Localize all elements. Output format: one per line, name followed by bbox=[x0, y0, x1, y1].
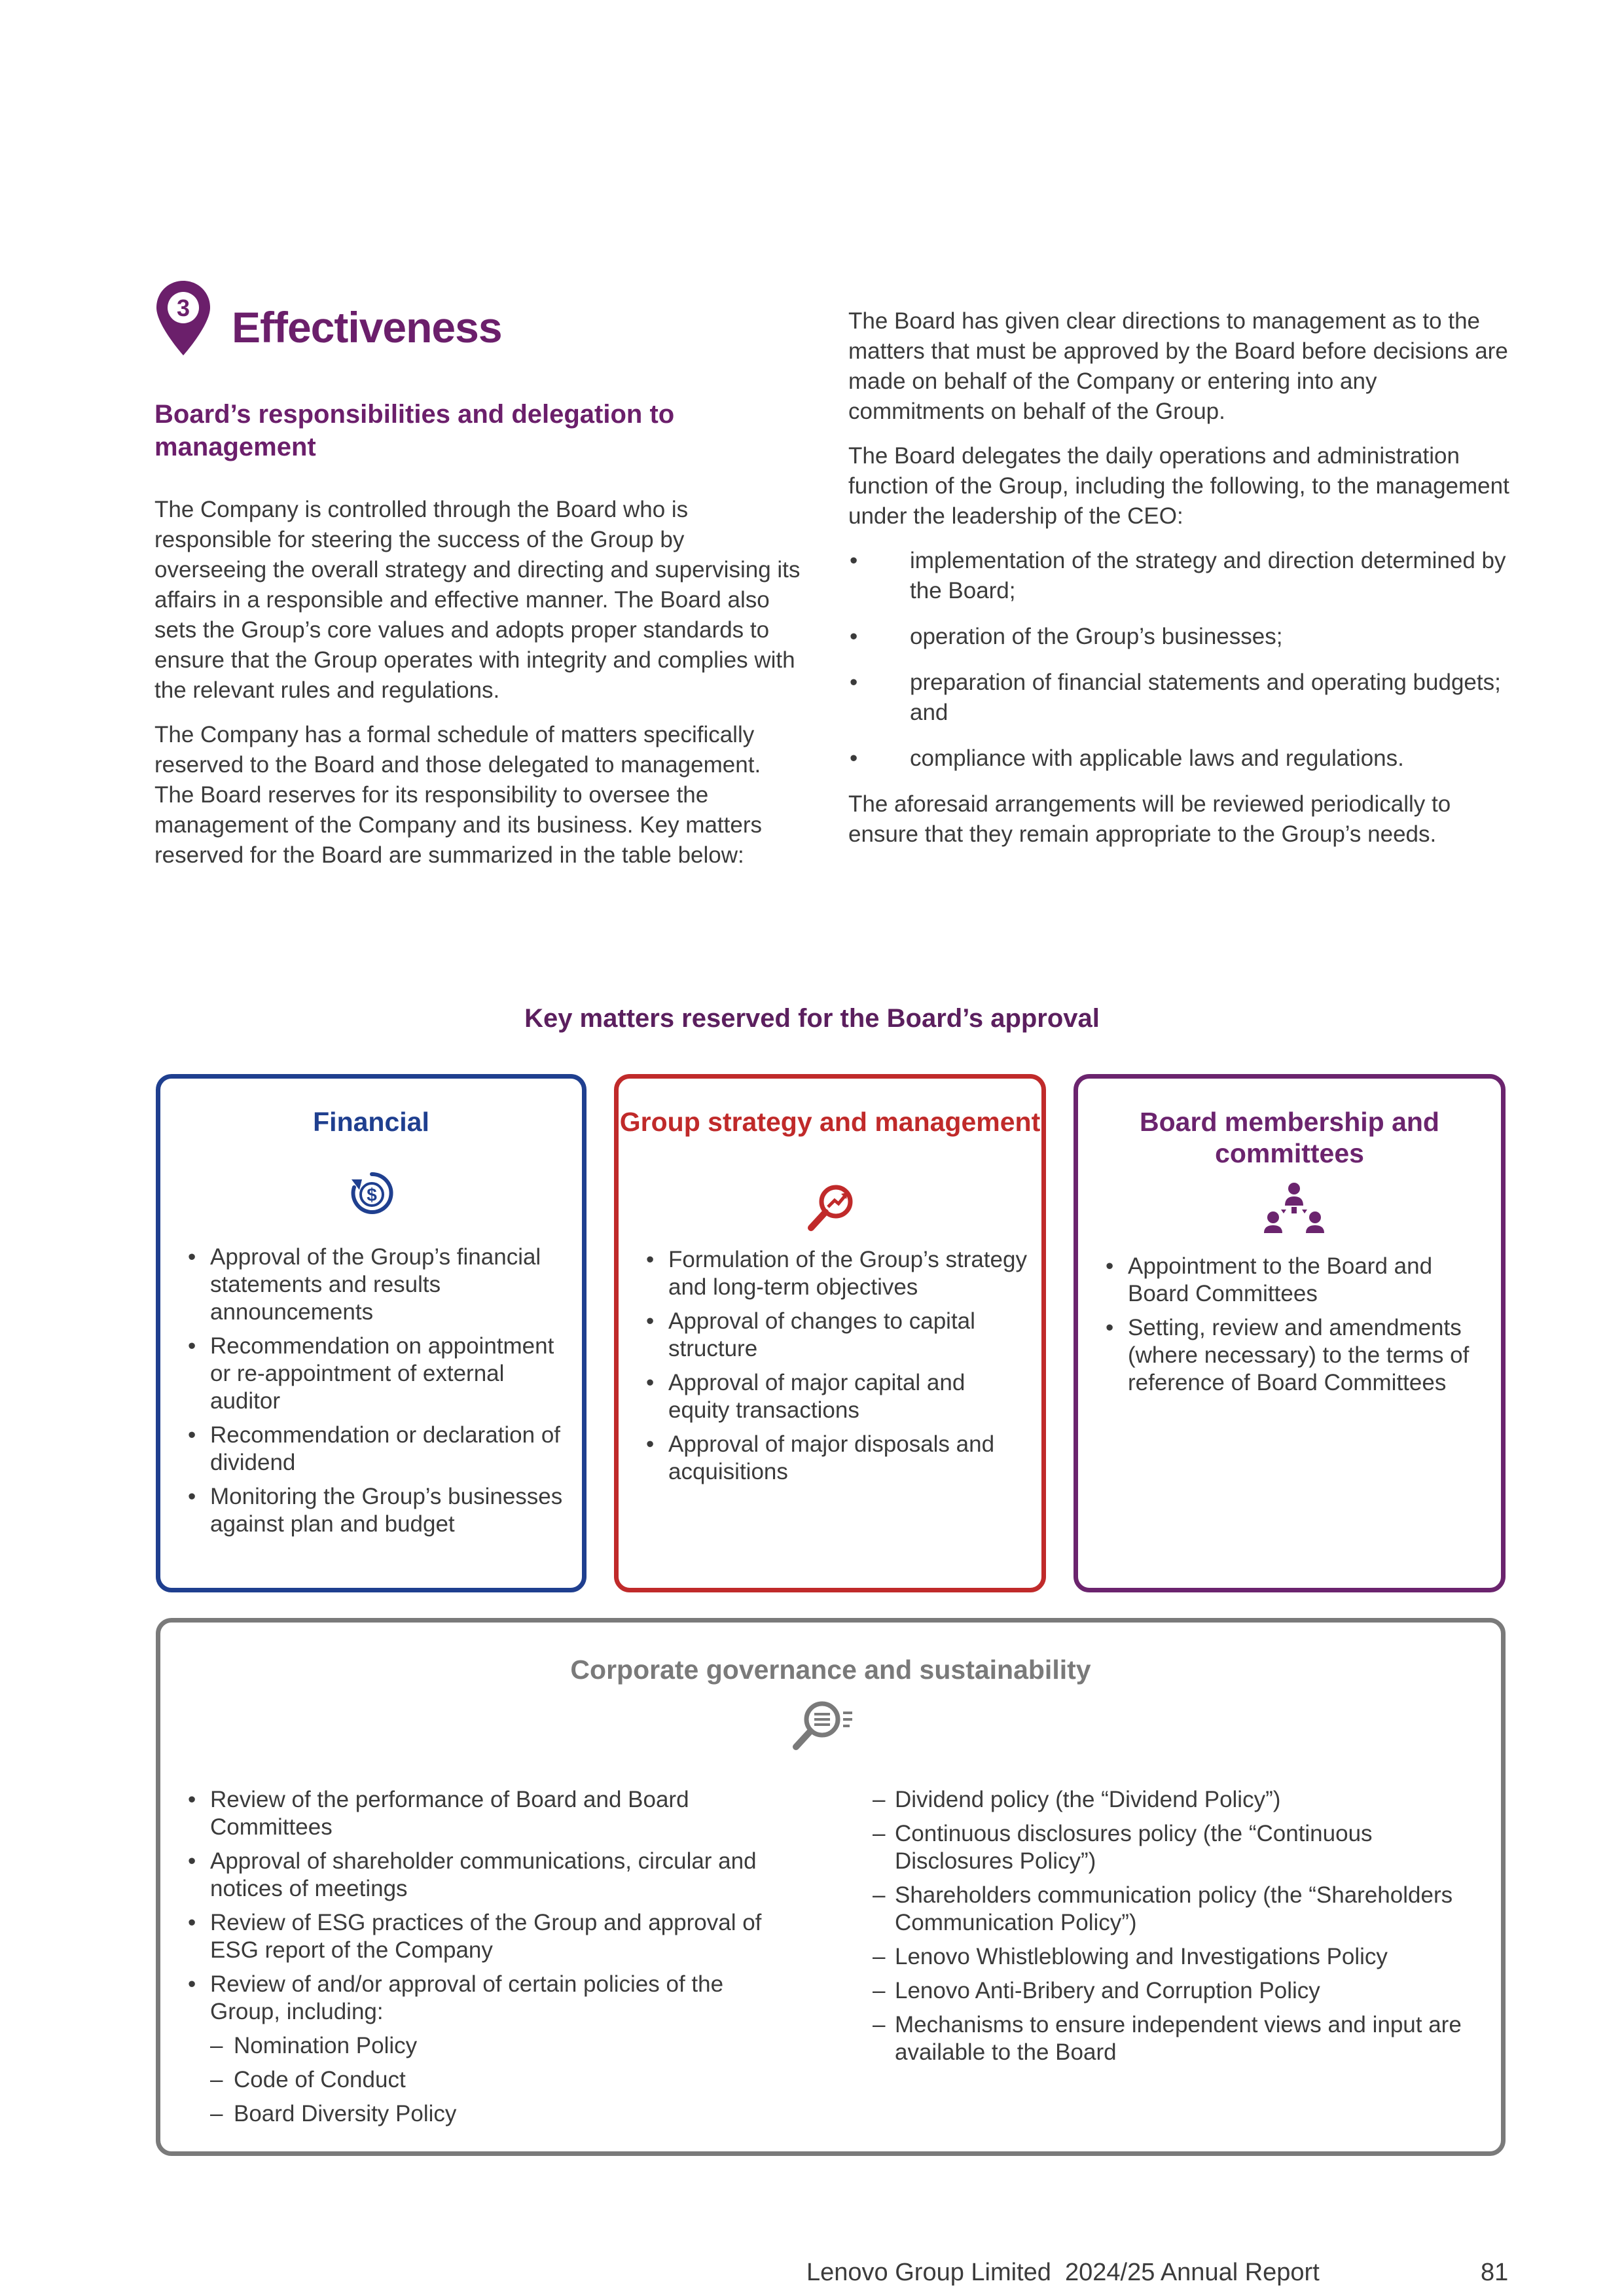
list-item: • operation of the Group’s businesses; bbox=[848, 622, 1509, 652]
governance-box bbox=[156, 1618, 1506, 2156]
strategy-list bbox=[645, 1246, 1031, 1492]
list-sub-item: – Continuous disclosures policy (the “Continuous Disclosures Policy”) bbox=[871, 1820, 1480, 1875]
key-matters-title: Key matters reserved for the Board’s approval bbox=[524, 1004, 1100, 1033]
paragraph: The Board has given clear directions to management as to the matters that must be approved by the Board before decisions are made on behalf of the Company or entering into any commitments on behalf of the Group. bbox=[848, 308, 1508, 424]
list-item: • Review of and/or approval of certain policies of the Group, including: bbox=[187, 1971, 776, 2026]
board-membership-box bbox=[1074, 1074, 1506, 1592]
financial-title: Financial bbox=[313, 1107, 429, 1137]
dollar-cycle-icon bbox=[349, 1170, 395, 1216]
list-item: • Approval of shareholder communications, circular and notices of meetings bbox=[187, 1848, 776, 1903]
list-item: • Setting, review and amendments (where necessary) to the terms of reference of Board Committees bbox=[1104, 1314, 1490, 1397]
board-membership-list bbox=[1104, 1253, 1490, 1403]
right-column bbox=[848, 306, 1509, 864]
board-membership-title: Board membership and committees bbox=[1140, 1107, 1439, 1168]
list-item: • Recommendation or declaration of dividend bbox=[187, 1422, 573, 1477]
paragraph: The Board delegates the daily operations and administration function of the Group, including the following, to the management under the leadership of the CEO: bbox=[848, 443, 1509, 529]
list-item: • Review of ESG practices of the Group and approval of ESG report of the Company bbox=[187, 1909, 776, 1964]
list-sub-item: – Lenovo Whistleblowing and Investigations Policy bbox=[871, 1943, 1480, 1971]
paragraph: The Company is controlled through the Board who is responsible for steering the success of the Group by overseeing the overall strategy and directing and supervising its affairs in a responsible and effective manner. The Board also sets the Group’s core values and adopts proper standards to ensure that the Group operates with integrity and complies with the relevant rules and regulations. bbox=[154, 497, 801, 703]
list-item: • Formulation of the Group’s strategy and long-term objectives bbox=[645, 1246, 1031, 1301]
governance-right-list bbox=[871, 1786, 1480, 2073]
governance-left-list bbox=[187, 1786, 776, 2134]
people-hierarchy-icon bbox=[1263, 1181, 1326, 1233]
paragraph: The aforesaid arrangements will be reviewed periodically to ensure that they remain appropriate to the Group’s needs. bbox=[848, 791, 1451, 847]
section-number-pin-icon bbox=[154, 279, 212, 357]
list-item: • compliance with applicable laws and regulations. bbox=[848, 744, 1509, 774]
page-number: 81 bbox=[1481, 2259, 1509, 2286]
list-item: • Appointment to the Board and Board Committees bbox=[1104, 1253, 1490, 1308]
magnifier-document-icon bbox=[791, 1697, 856, 1751]
list-sub-item: – Board Diversity Policy bbox=[187, 2100, 776, 2128]
section-title: Effectiveness bbox=[232, 303, 502, 351]
list-sub-item: – Lenovo Anti-Bribery and Corruption Policy bbox=[871, 1977, 1480, 2005]
list-sub-item: – Nomination Policy bbox=[187, 2032, 776, 2060]
strategy-box bbox=[614, 1074, 1046, 1592]
strategy-title: Group strategy and management bbox=[619, 1107, 1041, 1137]
list-item: • implementation of the strategy and direction determined by the Board; bbox=[848, 546, 1509, 606]
list-sub-item: – Mechanisms to ensure independent views and input are available to the Board bbox=[871, 2011, 1480, 2066]
list-item: • Approval of the Group’s financial statements and results announcements bbox=[187, 1244, 573, 1326]
section-subheading: Board’s responsibilities and delegation to management bbox=[154, 400, 675, 461]
list-item: • Approval of changes to capital structure bbox=[645, 1308, 1031, 1363]
list-item: • Approval of major disposals and acquisitions bbox=[645, 1431, 1031, 1486]
list-sub-item: – Code of Conduct bbox=[187, 2066, 776, 2094]
section-number: 3 bbox=[176, 295, 190, 321]
list-item: • Monitoring the Group’s businesses against plan and budget bbox=[187, 1483, 573, 1538]
list-item: • preparation of financial statements and operating budgets; and bbox=[848, 668, 1509, 728]
list-item: • Review of the performance of Board and Board Committees bbox=[187, 1786, 776, 1841]
financial-box bbox=[156, 1074, 586, 1592]
list-sub-item: – Shareholders communication policy (the “Shareholders Communication Policy”) bbox=[871, 1882, 1480, 1937]
magnifier-chart-icon bbox=[807, 1182, 857, 1232]
paragraph: The Company has a formal schedule of matters specifically reserved to the Board and those delegated to management. The Board reserves for its responsibility to oversee the management of the Company and its business. Key matters reserved for the Board are summarized in the table below: bbox=[154, 722, 762, 868]
delegation-list bbox=[848, 546, 1509, 774]
svg-text:$: $ bbox=[367, 1185, 377, 1205]
financial-list bbox=[187, 1244, 573, 1545]
list-sub-item: – Dividend policy (the “Dividend Policy”) bbox=[871, 1786, 1480, 1814]
left-column bbox=[154, 495, 803, 885]
governance-title: Corporate governance and sustainability bbox=[570, 1655, 1091, 1685]
list-item: • Approval of major capital and equity transactions bbox=[645, 1369, 1031, 1424]
footer-text: Lenovo Group Limited 2024/25 Annual Report bbox=[806, 2259, 1320, 2286]
list-item: • Recommendation on appointment or re-appointment of external auditor bbox=[187, 1333, 573, 1415]
